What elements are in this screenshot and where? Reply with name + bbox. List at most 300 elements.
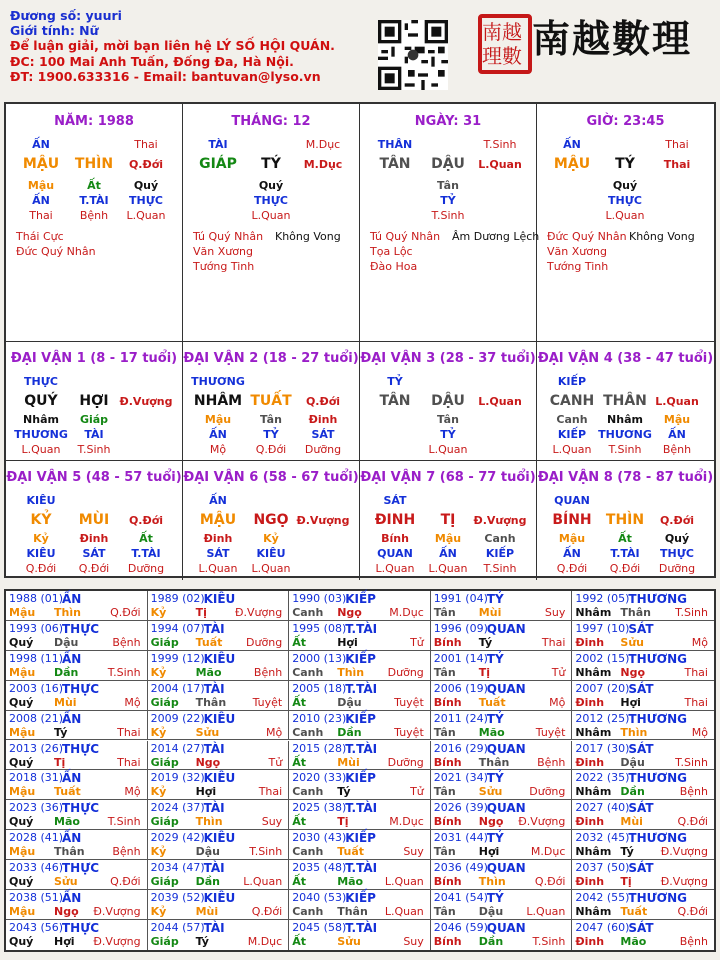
year-label: 2001 (14) [433,651,488,665]
year-label: 2013 (26) [9,741,64,755]
hidden-god: THỰC [608,194,642,207]
year-stem: Quý [9,934,34,948]
hidden-god: SÁT [82,547,106,560]
year-stem: Tân [433,665,456,679]
year-cell [431,591,573,621]
star-label: Tọa Lộc [370,245,413,258]
year-label: 1998 (11) [9,651,64,665]
dai-van-title: ĐẠI VẬN 2 (18 - 27 tuổi) [183,351,359,366]
stem-branch: NHÂM [193,393,243,409]
hidden-stem: Nhâm [607,413,643,426]
year-stage: Suy [403,934,424,948]
year-god: THƯƠNG [628,891,688,905]
year-stem: Nhâm [575,845,612,859]
year-god: KIÊU [203,592,236,606]
year-branch: Mùi [337,755,360,769]
year-branch: Dậu [195,845,220,859]
hidden-stem: Mậu [663,413,691,426]
year-label: 2008 (21) [9,711,64,725]
year-branch: Thân [54,845,85,859]
stem-branch: THÌN [605,512,645,528]
hidden-stage: Q.Đới [78,562,110,575]
year-label: 2009 (22) [150,711,205,725]
year-stage: Bệnh [679,785,708,799]
year-cell [572,860,714,890]
year-stem: Quý [9,695,34,709]
stage-label: Thai [134,138,158,151]
year-god: THỰC [62,741,100,756]
year-cell [289,741,431,771]
ten-god-label: KIẾP [557,375,587,388]
year-branch: Ngọ [337,606,362,619]
hidden-stage: Thai [29,209,53,222]
ten-god-label: KIÊU [26,494,56,507]
year-label: 1996 (09) [433,621,488,635]
year-cell [431,681,573,711]
brand-logo: 南越數理 [532,16,693,61]
year-branch: Tị [54,755,66,769]
year-branch: Ngọ [478,815,504,829]
year-cell [572,711,714,741]
year-god: TỶ [486,711,504,726]
year-stem: Bính [433,635,462,649]
dai-van-title: ĐẠI VẬN 8 (78 - 87 tuổi) [537,470,714,485]
pillar-title: THÁNG: 12 [231,114,311,129]
hidden-god: ẤN [32,194,50,207]
year-branch: Thìn [195,815,223,829]
year-stage: T.Sinh [107,815,141,829]
year-stem: Canh [292,606,324,619]
year-cell [6,711,148,741]
year-label: 2027 (40) [575,801,630,815]
year-god: ẤN [62,651,82,666]
year-god: THƯƠNG [628,831,688,846]
star-label: Văn Xương [547,245,607,258]
hidden-stage: L.Quan [605,209,645,222]
year-god: ẤN [62,592,82,606]
year-stage: M.Dục [247,934,283,948]
pillar-title: NĂM: 1988 [54,114,134,129]
year-cell [6,860,148,890]
star-label: Tướng Tinh [547,260,609,273]
year-stage: Mộ [124,785,141,799]
year-god: T.TÀI [345,861,378,876]
hidden-stem: Quý [133,179,159,192]
year-branch: Mão [337,875,364,889]
dai-van-title: ĐẠI VẬN 1 (8 - 17 tuổi) [10,351,178,366]
hidden-stem: Nhâm [23,413,59,426]
year-cell [289,591,431,621]
dai-van-cell [6,342,183,461]
year-cell [148,830,290,860]
year-god: KIẾP [345,651,376,666]
year-stage: M.Dục [389,815,424,829]
year-cell [148,860,290,890]
year-stage: Đ.Vượng [660,875,708,889]
year-stem: Mậu [9,725,36,739]
year-stem: Kỷ [150,905,167,918]
year-branch: Tuất [54,785,81,799]
hidden-stem: Mậu [204,413,232,426]
year-label: 2007 (20) [575,681,630,695]
year-stage: T.Sinh [675,606,708,619]
year-branch: Thân [478,755,510,769]
year-cell [6,681,148,711]
year-stage: T.Sinh [532,934,566,948]
year-label: 2014 (27) [150,741,205,755]
year-branch: Thìn [337,665,365,679]
hidden-stem: Tân [437,413,459,426]
hidden-stem: Kỷ [33,532,49,545]
year-stage: Mộ [124,695,141,709]
dai-van-cell [360,461,537,580]
year-stage: Tuyệt [535,725,566,739]
hidden-god: ẤN [668,428,686,441]
year-label: 2045 (58) [292,920,347,934]
star-label: Tú Quý Nhân [370,230,441,243]
year-god: ẤN [62,711,82,726]
year-label: 2011 (24) [433,711,488,725]
stem-branch: Đ.Vượng [296,514,350,527]
four-pillars-grid [4,102,716,578]
ten-god-label: QUAN [554,494,590,507]
year-cell [289,830,431,860]
year-stem: Canh [292,845,324,859]
gender-line: Giới tính: Nữ [10,23,99,39]
qr-code-icon[interactable] [378,20,448,90]
dai-van-title: ĐẠI VẬN 6 (58 - 67 tuổi) [183,470,359,485]
phone-email-line[interactable]: ĐT: 1900.633316 - Email: bantuvan@lyso.vn [10,68,321,84]
year-stage: Tuyệt [394,695,424,709]
year-label: 2032 (45) [575,831,630,845]
stage-label: T.Sinh [483,138,517,151]
year-stage: Dưỡng [387,665,424,679]
year-stage: Bệnh [112,635,141,649]
year-god: TỶ [486,592,504,606]
pillar-cell [183,104,360,342]
year-stage: L.Quan [526,905,566,918]
hidden-stage: Bệnh [79,209,109,222]
year-god: THƯƠNG [628,651,688,666]
year-stage: Q.Đới [534,875,566,889]
year-label: 1990 (03) [292,592,347,605]
hidden-god: ẤN [563,547,581,560]
dai-van-cell [183,342,360,461]
year-branch: Dậu [620,755,645,769]
hidden-stage: L.Quan [428,443,468,456]
year-label: 2026 (39) [433,801,488,815]
year-branch: Tị [478,665,491,679]
year-label: 2037 (50) [575,861,630,875]
year-stage: Q.Đới [110,875,141,889]
dai-van-cell [183,461,360,580]
year-branch: Dậu [337,695,362,709]
year-stem: Bính [433,875,462,889]
year-stage: M.Dục [530,845,566,859]
year-branch: Tuất [478,695,506,709]
year-branch: Tuất [195,635,223,649]
stem-branch: Q.Đới [305,395,341,408]
header-info [10,8,335,84]
hidden-god: T.TÀI [79,194,109,207]
year-god: TÀI [203,801,225,816]
year-branch: Mùi [478,606,502,619]
year-stage: T.Sinh [107,665,141,679]
year-stem: Bính [433,815,462,829]
year-label: 2039 (52) [150,891,205,904]
year-god: T.TÀI [345,801,378,816]
year-branch: Tuất [620,905,648,918]
year-stage: Q.Đới [677,905,708,918]
year-stem: Ất [292,934,306,948]
hidden-stage: Q.Đới [609,562,641,575]
year-cell [289,681,431,711]
year-cell [431,830,573,860]
year-label: 1991 (04) [433,592,488,605]
year-god: T.TÀI [345,621,378,636]
year-stem: Quý [9,755,34,769]
year-label: 2042 (55) [575,891,630,904]
year-god: TỶ [486,831,504,846]
year-god: THƯƠNG [628,711,688,726]
hidden-god: TỶ [263,428,279,441]
year-branch: Dậu [54,635,79,649]
stem-branch: MẬU [199,512,237,528]
hidden-god: THƯƠNG [14,428,68,441]
year-stem: Giáp [150,755,179,769]
year-label: 2002 (15) [575,651,630,665]
year-stem: Bính [433,755,462,769]
hidden-stem: Mậu [434,532,462,545]
year-cell [148,621,290,651]
year-label: 2005 (18) [292,681,347,695]
year-stem: Đinh [575,695,605,709]
year-stage: Q.Đới [677,815,708,829]
year-branch: Thân [337,905,368,918]
year-cell [572,591,714,621]
year-cell [431,770,573,800]
stem-branch: TÝ [615,156,635,172]
hidden-stage: Dưỡng [304,443,342,456]
year-stage: Dưỡng [529,785,566,799]
year-branch: Hợi [337,635,358,649]
year-cell [148,741,290,771]
year-label: 2036 (49) [433,861,488,875]
dai-van-title: ĐẠI VẬN 5 (48 - 57 tuổi) [6,470,182,485]
year-cell [572,741,714,771]
year-branch: Thân [620,606,651,619]
year-god: KIẾP [345,711,376,726]
year-label: 2046 (59) [433,920,488,934]
year-stage: Dưỡng [246,635,283,649]
star-label: Văn Xương [193,245,253,258]
ten-god-label: THÂN [377,138,413,151]
year-stem: Giáp [150,695,179,709]
year-god: SÁT [628,920,654,935]
hidden-stage: T.Sinh [431,209,465,222]
year-god: SÁT [628,741,654,756]
year-stem: Kỷ [150,845,167,859]
pillar-cell [537,104,714,342]
hidden-stem: Quý [258,179,284,192]
hidden-god: KIẾP [485,547,515,560]
pillar-cell [360,104,540,342]
year-stage: Thai [684,665,708,679]
hidden-stage: L.Quan [251,209,291,222]
year-stem: Mậu [9,905,36,918]
year-cell [572,651,714,681]
year-stage: Đ.Vượng [93,934,141,948]
hidden-stem: Ất [87,179,101,192]
year-god: THƯƠNG [628,592,688,606]
year-god: QUAN [486,681,526,696]
stem-branch: L.Quan [478,158,522,171]
hidden-god: THỰC [660,547,694,560]
year-label: 2019 (32) [150,771,205,785]
year-cell [572,621,714,651]
year-label: 2024 (37) [150,801,205,815]
year-cell [572,800,714,830]
year-stem: Mậu [9,606,36,619]
year-branch: Sửu [195,725,220,739]
year-cell [148,591,290,621]
year-god: TÀI [203,920,225,935]
year-stage: Thai [117,755,141,769]
contact-line: Để luận giải, mời bạn liên hệ LÝ SỐ HỘI QUÁN. [10,38,335,54]
year-stem: Bính [433,695,462,709]
star-label: Không Vong [629,230,695,243]
year-stem: Quý [9,635,34,649]
year-stem: Mậu [9,665,36,679]
year-branch: Thìn [478,875,506,889]
year-god: THỰC [62,681,100,696]
stem-branch: MẬU [22,156,60,172]
hidden-god: TÀI [84,428,104,441]
year-label: 2035 (48) [292,861,347,875]
hidden-stem: Ất [618,532,632,545]
hidden-god: T.TÀI [610,547,640,560]
stem-branch: DẬU [431,393,465,409]
year-branch: Tị [337,815,349,829]
dai-van-title: ĐẠI VẬN 3 (28 - 37 tuổi) [360,351,536,366]
stem-branch: Thai [663,158,691,171]
stem-branch: L.Quan [478,395,522,408]
year-stage: Mộ [691,635,708,649]
ten-god-label: TÀI [208,138,228,151]
year-cell [431,860,573,890]
year-label: 1999 (12) [150,651,205,665]
year-label: 2020 (33) [292,771,347,785]
year-branch: Tý [478,635,493,649]
hidden-god: THƯƠNG [598,428,652,441]
ten-god-label: THƯƠNG [191,375,245,388]
stage-label: M.Dục [305,138,341,151]
year-cell [431,741,573,771]
star-label: Âm Dương Lệch [452,230,540,243]
year-stage: Mộ [265,725,283,739]
star-label: Tướng Tinh [193,260,255,273]
year-cell [6,800,148,830]
year-branch: Dần [478,934,504,948]
stem-branch: KỶ [30,512,52,528]
year-stage: Tử [268,755,283,769]
year-stage: Suy [261,815,283,829]
year-god: TỶ [486,651,504,666]
year-stem: Tân [433,905,456,918]
year-cell [6,920,148,950]
year-label: 2044 (57) [150,920,205,934]
year-cell [148,681,290,711]
year-label: 2006 (19) [433,681,488,695]
hidden-stage: L.Quan [21,443,61,456]
year-stem: Quý [9,815,34,829]
year-god: T.TÀI [345,920,378,935]
year-branch: Hợi [620,695,641,709]
star-label: Tú Quý Nhân [193,230,264,243]
hidden-god: TỶ [440,428,456,441]
year-branch: Sửu [620,635,644,649]
hidden-god: SÁT [206,547,230,560]
hidden-god: KIÊU [256,547,286,560]
year-stem: Kỷ [150,785,167,799]
year-stage: Đ.Vượng [93,905,141,918]
pillar-cell [6,104,183,342]
year-god: KIẾP [345,592,376,606]
year-god: KIÊU [203,771,236,786]
year-stage: L.Quan [384,875,424,889]
year-god: TỶ [486,891,504,905]
year-branch: Dậu [478,905,504,918]
year-stem: Giáp [150,934,179,948]
red-seal-logo: 南越理數 [478,14,532,74]
year-god: QUAN [486,741,526,756]
stem-branch: TÂN [379,156,411,172]
hidden-god: SÁT [311,428,335,441]
dai-van-title: ĐẠI VẬN 4 (38 - 47 tuổi) [537,351,714,366]
year-cell [6,770,148,800]
year-stem: Canh [292,665,324,679]
year-label: 2031 (44) [433,831,488,845]
year-cell [289,860,431,890]
year-god: TÀI [203,621,225,636]
year-stage: L.Quan [384,905,424,918]
stem-branch: TỊ [440,512,456,528]
year-label: 2015 (28) [292,741,347,755]
year-branch: Tý [195,934,209,948]
year-god: T.TÀI [345,681,378,696]
ten-god-label: TỶ [387,375,403,388]
year-stem: Ất [292,695,306,709]
year-branch: Thìn [620,725,648,739]
address-line: ĐC: 100 Mai Anh Tuấn, Đống Đa, Hà Nội. [10,53,294,69]
hidden-god: T.TÀI [131,547,161,560]
year-stage: Suy [544,606,566,619]
year-branch: Ngọ [54,905,79,918]
hidden-stem: Đinh [79,532,109,545]
year-god: THỰC [62,801,100,816]
year-label: 1989 (02) [150,592,205,605]
year-branch: Hợi [195,785,217,799]
stage-label: Thai [665,138,689,151]
year-branch: Dần [54,665,79,679]
year-stem: Bính [433,934,462,948]
year-cell [431,711,573,741]
hidden-stage: Q.Đới [255,443,287,456]
year-stage: L.Quan [243,875,283,889]
year-label: 1995 (08) [292,621,347,635]
hidden-god: KIẾP [557,428,587,441]
year-god: KIẾP [345,771,376,786]
